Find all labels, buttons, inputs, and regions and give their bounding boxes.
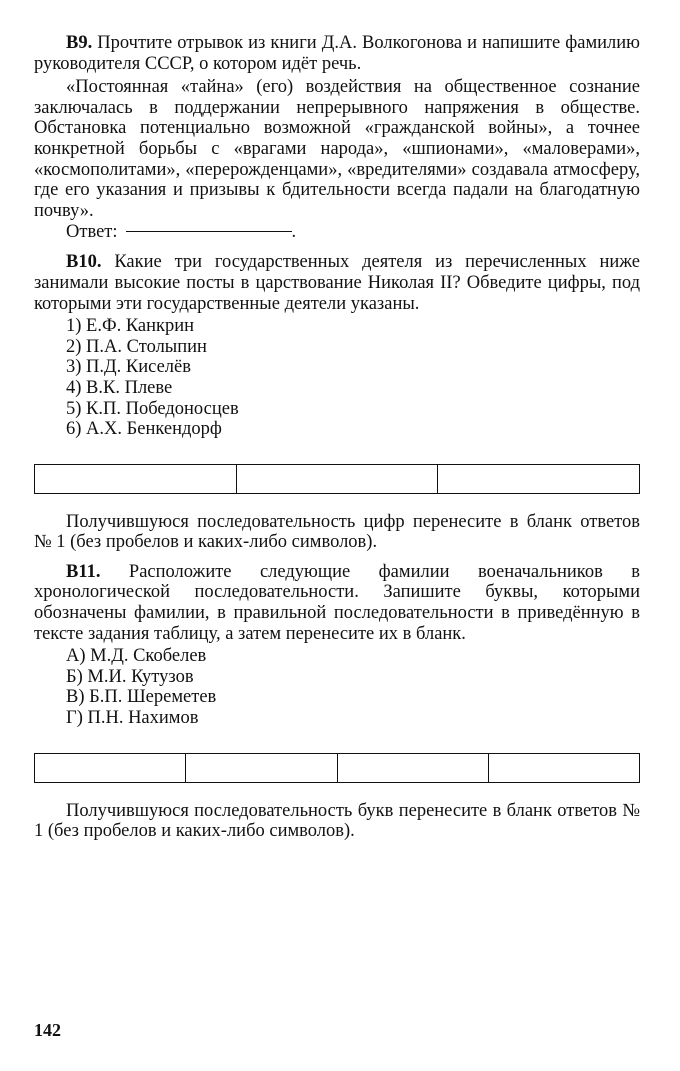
task-b9: [34, 33, 640, 243]
task-b9-answer-end: .: [291, 222, 297, 243]
task-b11-question-text: Расположите следующие фамилии военачальников в хронологической последовательности. Запишите буквы, которыми обозначены фамилии, в правильной последовательности в приведённую в тексте задания таблицу, а затем перенесите их в бланк.: [34, 561, 640, 644]
option-item: Б) М.И. Кутузов: [66, 666, 194, 687]
option-item: 4) В.К. Плеве: [66, 377, 173, 398]
option-item: 2) П.А. Столыпин: [66, 336, 207, 357]
page-number: 142: [34, 1020, 61, 1040]
task-b9-answer-label: Ответ:: [66, 222, 118, 243]
option-item: А) М.Д. Скобелев: [66, 646, 207, 667]
task-b11-question: [34, 562, 640, 644]
task-b9-question: [34, 33, 640, 74]
option-item: Г) П.Н. Нахимов: [66, 708, 199, 729]
task-b11-label: В11.: [66, 561, 101, 582]
task-b9-quote: «Постоянная «тайна» (его) воздействия на общественное сознание заключалась в поддержании непрерывного напряжения в обществе. Обстановка потенциально возможной «гражданской войны», а точнее конкретной борьбы с «врагами народа», «шпионами», «маловерами», «космополитами», «перерожденцами», «вредителями» создавала атмосферу, где его указания и призывы к бдительности всегда падали на благодатную почву».: [34, 77, 640, 221]
task-b9-answer: [66, 221, 640, 243]
page-content: [34, 33, 640, 842]
option-item: В) Б.П. Шереметев: [66, 687, 217, 708]
answer-cell[interactable]: [186, 754, 337, 782]
task-b10: [34, 252, 640, 553]
option-item: 3) П.Д. Киселёв: [66, 357, 191, 378]
task-b9-question-text: Прочтите отрывок из книги Д.А. Волкогонова и напишите фамилию руководителя СССР, о котором идёт речь.: [34, 33, 640, 74]
task-b9-answer-line[interactable]: [126, 230, 292, 232]
answer-cell[interactable]: [237, 465, 439, 493]
task-b11-options: [66, 646, 640, 728]
option-item: 5) К.П. Победоносцев: [66, 398, 239, 419]
task-b10-answer-table: [34, 464, 640, 494]
task-b11: [34, 562, 640, 842]
answer-cell[interactable]: [35, 754, 186, 782]
answer-cell[interactable]: [489, 754, 639, 782]
task-b11-answer-table: [34, 753, 640, 783]
task-b11-footer: Получившуюся последовательность букв перенесите в бланк ответов № 1 (без пробелов и каких-либо символов).: [34, 800, 640, 842]
option-item: 6) А.Х. Бенкендорф: [66, 419, 222, 440]
option-item: 1) Е.Ф. Канкрин: [66, 316, 195, 337]
task-b10-question-text: Какие три государственных деятеля из перечисленных ниже занимали высокие посты в царствование Николая II? Обведите цифры, под которыми эти государственные деятели указаны.: [34, 252, 640, 314]
task-b10-label: В10.: [66, 252, 102, 273]
task-b9-label: В9.: [66, 33, 93, 53]
task-b10-footer: Получившуюся последовательность цифр перенесите в бланк ответов № 1 (без пробелов и каких-либо символов).: [34, 511, 640, 553]
task-b10-question: [34, 252, 640, 314]
answer-cell[interactable]: [338, 754, 489, 782]
answer-cell[interactable]: [438, 465, 639, 493]
task-b10-options: [66, 316, 640, 440]
answer-cell[interactable]: [35, 465, 237, 493]
